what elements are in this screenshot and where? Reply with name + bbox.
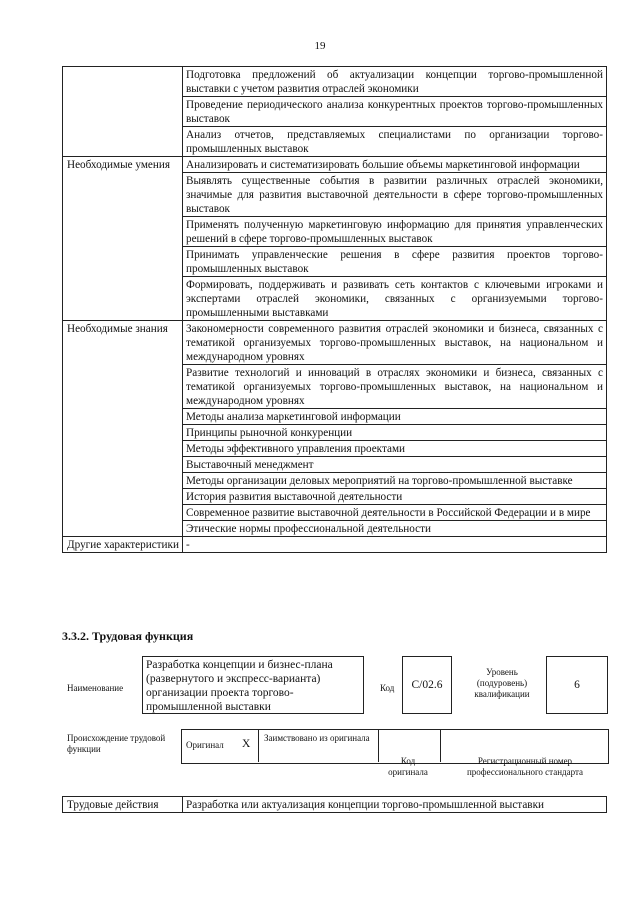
row-label: Необходимые знания <box>63 321 183 537</box>
row-item: Принципы рыночной конкуренции <box>183 425 607 441</box>
row-label <box>63 67 183 157</box>
row-label: Необходимые умения <box>63 157 183 321</box>
name-label: Наименование <box>67 683 124 693</box>
row-item: Анализировать и систематизировать большие объемы маркетинговой информации <box>183 157 607 173</box>
origin-label: Происхождение трудовой функции <box>67 733 166 754</box>
actions-value: Разработка или актуализация концепции торгово-промышленной выставки <box>183 797 607 813</box>
origin-code-label: Код оригинала <box>388 756 428 777</box>
row-item: Методы организации деловых мероприятий на торгово-промышленной выставке <box>183 473 607 489</box>
row-item: Методы эффективного управления проектами <box>183 441 607 457</box>
requirements-table <box>62 66 607 553</box>
row-item: Выявлять существенные события в развитии различных отраслей экономики, значимые для развития выставочной деятельности в сфере торгово-промышленных выставок <box>183 173 607 217</box>
original-mark: X <box>242 738 251 750</box>
actions-label: Трудовые действия <box>63 797 183 813</box>
row-item: Проведение периодического анализа конкурентных проектов торгово-промышленных выставок <box>183 97 607 127</box>
table-row <box>63 537 607 553</box>
row-item: История развития выставочной деятельности <box>183 489 607 505</box>
code-label: Код <box>380 683 395 693</box>
row-item: Этические нормы профессиональной деятельности <box>183 521 607 537</box>
table-row <box>63 157 607 173</box>
original-label: Оригинал <box>186 740 224 750</box>
table-row <box>63 321 607 365</box>
row-item: Методы анализа маркетинговой информации <box>183 409 607 425</box>
row-label: Другие характеристики <box>63 537 183 553</box>
row-item: - <box>183 537 607 553</box>
row-item: Выставочный менеджмент <box>183 457 607 473</box>
row-item: Анализ отчетов, представляемых специалистами по организации торгово-промышленных выставок <box>183 127 607 157</box>
row-item: Развитие технологий и инноваций в отраслях экономики и бизнеса, связанных с тематикой организуемых торгово-промышленных выставок, на национальном и международном уровнях <box>183 365 607 409</box>
qualification-level: 6 <box>546 656 608 714</box>
actions-table <box>62 796 607 813</box>
reg-number-label: Регистрационный номер профессионального стандарта <box>466 756 584 777</box>
borrowed-label: Заимствовано из оригинала <box>264 733 370 743</box>
row-item: Закономерности современного развития отраслей экономики и бизнеса, связанных с тематикой организуемых торгово-промышленных выставок, на национальном и международном уровнях <box>183 321 607 365</box>
row-item: Подготовка предложений об актуализации концепции торгово-промышленной выставки с учетом развития отраслей экономики <box>183 67 607 97</box>
row-item: Формировать, поддерживать и развивать сеть контактов с ключевыми игроками и экспертами отраслей экономики, связанных с организуемыми торгово-промышленными выставками <box>183 277 607 321</box>
row-item: Принимать управленческие решения в сфере развития проектов торгово-промышленных выставок <box>183 247 607 277</box>
function-name: Разработка концепции и бизнес-плана (развернутого и экспресс-варианта) организации проекта торгово-промышленной выставки <box>142 656 364 714</box>
function-code: C/02.6 <box>402 656 452 714</box>
page-number: 19 <box>314 40 326 52</box>
row-item: Современное развитие выставочной деятельности в Российской Федерации и в мире <box>183 505 607 521</box>
section-title: 3.3.2. Трудовая функция <box>62 629 194 643</box>
table-row <box>63 67 607 97</box>
row-item: Применять полученную маркетинговую информацию для принятия управленческих решений в сфере торгово-промышленных выставок <box>183 217 607 247</box>
level-label: Уровень (подуровень) квалификации <box>474 667 530 699</box>
